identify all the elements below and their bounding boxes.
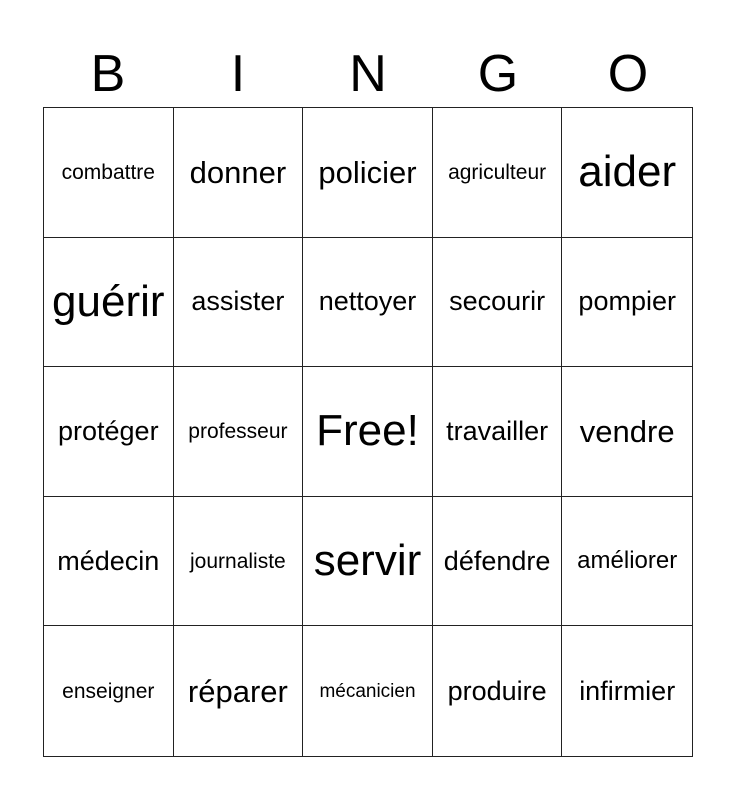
bingo-cell-word: assister bbox=[191, 286, 285, 317]
bingo-cell[interactable] bbox=[433, 238, 563, 368]
bingo-cell[interactable] bbox=[562, 367, 692, 497]
header-letter-g: G bbox=[477, 45, 519, 103]
bingo-cell[interactable] bbox=[562, 626, 692, 756]
bingo-cell[interactable] bbox=[433, 108, 563, 238]
bingo-cell[interactable] bbox=[44, 108, 174, 238]
header-letter-o: O bbox=[607, 45, 649, 103]
bingo-cell[interactable] bbox=[303, 238, 433, 368]
bingo-cell[interactable] bbox=[44, 626, 174, 756]
bingo-cell-word: pompier bbox=[578, 286, 676, 317]
bingo-cell[interactable] bbox=[174, 626, 304, 756]
bingo-cell-word: vendre bbox=[579, 413, 675, 449]
bingo-cell-word: Free! bbox=[316, 406, 419, 456]
header-letter-n: N bbox=[349, 45, 387, 103]
header-letter-b: B bbox=[90, 45, 126, 103]
bingo-cell-word: améliorer bbox=[577, 547, 678, 575]
bingo-cell-word: médecin bbox=[57, 545, 160, 576]
bingo-cell-word: travailler bbox=[446, 415, 549, 446]
bingo-header bbox=[43, 40, 693, 108]
bingo-cell[interactable] bbox=[44, 497, 174, 627]
free-space-cell[interactable] bbox=[303, 367, 433, 497]
bingo-cell-word: agriculteur bbox=[448, 160, 547, 184]
header-letter-i: I bbox=[230, 45, 246, 103]
bingo-cell-word: nettoyer bbox=[318, 286, 417, 317]
bingo-board bbox=[43, 107, 693, 757]
bingo-cell-word: policier bbox=[318, 154, 417, 190]
bingo-cell-word: donner bbox=[189, 154, 287, 190]
bingo-cell[interactable] bbox=[44, 238, 174, 368]
bingo-cell[interactable] bbox=[174, 497, 304, 627]
bingo-cell[interactable] bbox=[174, 367, 304, 497]
bingo-cell-word: servir bbox=[313, 536, 422, 586]
bingo-cell-word: guérir bbox=[52, 276, 165, 326]
bingo-cell[interactable] bbox=[433, 367, 563, 497]
bingo-cell-word: aider bbox=[578, 147, 677, 197]
bingo-cell[interactable] bbox=[44, 367, 174, 497]
bingo-cell[interactable] bbox=[562, 238, 692, 368]
bingo-cell[interactable] bbox=[562, 108, 692, 238]
bingo-cell-word: enseigner bbox=[62, 679, 155, 703]
bingo-cell-word: journaliste bbox=[190, 549, 286, 573]
bingo-cell[interactable] bbox=[174, 238, 304, 368]
bingo-cell[interactable] bbox=[303, 108, 433, 238]
bingo-cell[interactable] bbox=[433, 497, 563, 627]
bingo-cell-word: défendre bbox=[443, 545, 551, 576]
bingo-cell-word: produire bbox=[447, 675, 547, 706]
bingo-cell[interactable] bbox=[433, 626, 563, 756]
bingo-cell-word: réparer bbox=[187, 673, 288, 709]
bingo-cell-word: combattre bbox=[61, 160, 155, 184]
bingo-cell[interactable] bbox=[303, 497, 433, 627]
bingo-cell-word: protéger bbox=[58, 415, 159, 446]
bingo-cell-word: professeur bbox=[188, 419, 288, 443]
bingo-cell[interactable] bbox=[174, 108, 304, 238]
bingo-cell-word: mécanicien bbox=[319, 680, 416, 702]
bingo-cell-word: infirmier bbox=[579, 675, 676, 706]
bingo-cell[interactable] bbox=[303, 626, 433, 756]
bingo-cell[interactable] bbox=[562, 497, 692, 627]
bingo-cell-word: secourir bbox=[449, 286, 546, 317]
